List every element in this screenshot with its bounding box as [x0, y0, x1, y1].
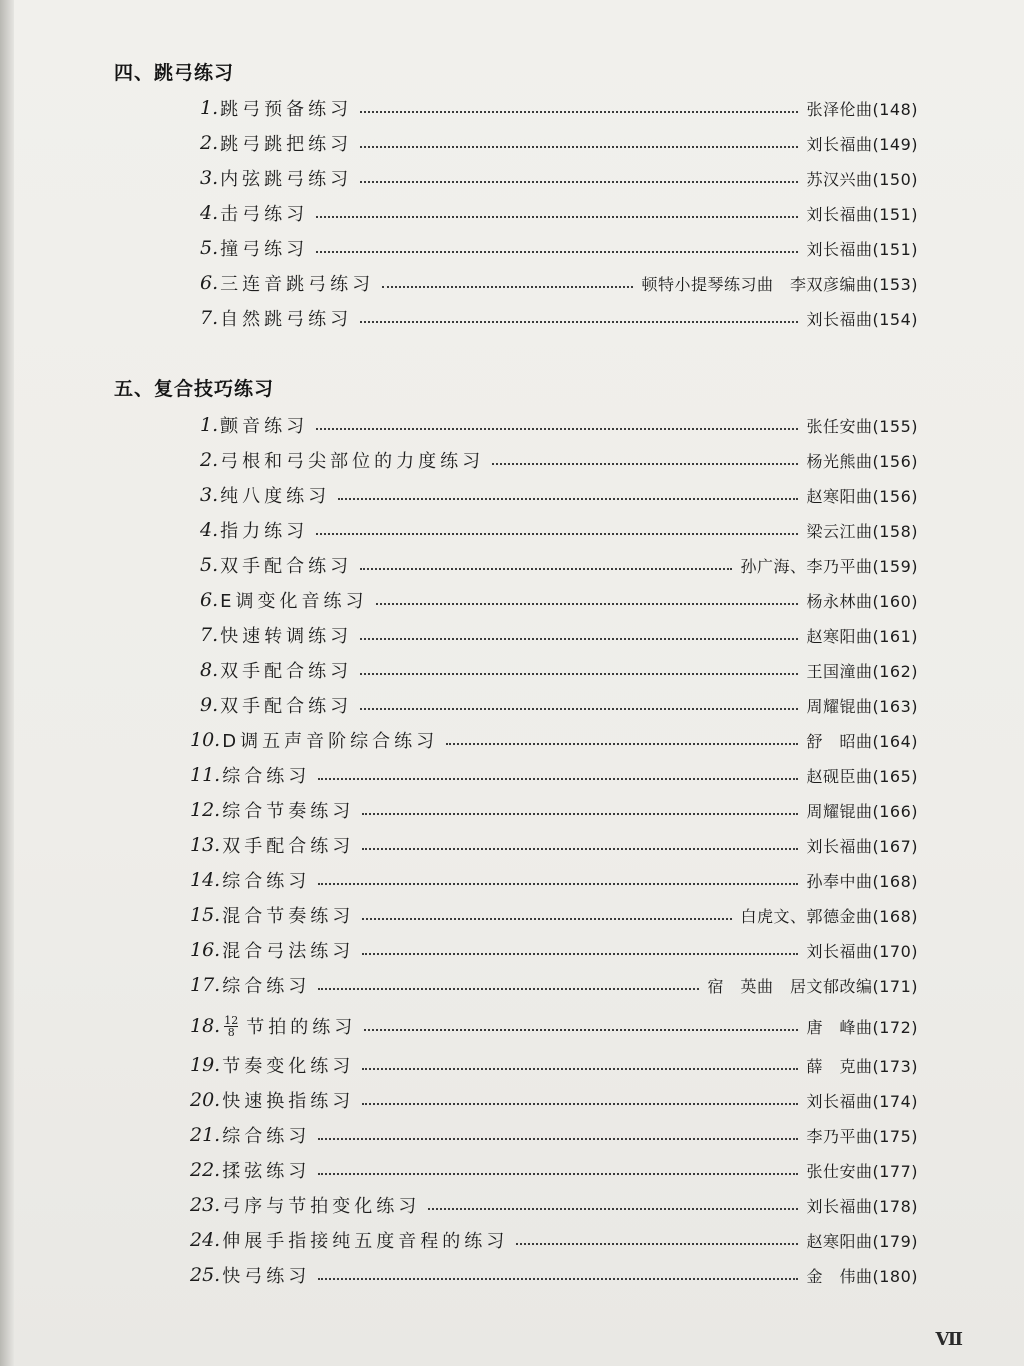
entry-title: 综合练习 — [222, 766, 311, 787]
dot-leader — [318, 778, 798, 780]
dot-leader — [316, 533, 798, 535]
entry-title: E调变化音练习 — [220, 591, 368, 612]
dot-leader — [516, 1243, 798, 1245]
entry-number: 22. — [190, 1159, 221, 1181]
entry-number: 6. — [200, 272, 219, 294]
entry-title: 双手配合练习 — [220, 696, 353, 717]
entry-composer: 赵砚臣曲(165) — [806, 766, 918, 786]
dot-leader — [362, 918, 732, 920]
book-spine-shadow — [0, 0, 14, 1366]
entry-composer: 顿特小提琴练习曲 李双彦编曲(153) — [641, 274, 918, 294]
dot-leader — [362, 813, 798, 815]
entry-composer: 刘长福曲(174) — [806, 1091, 918, 1111]
entry-title: 纯八度练习 — [220, 486, 331, 507]
dot-leader — [360, 708, 798, 710]
toc-entry — [200, 656, 918, 684]
entry-number: 25. — [190, 1264, 221, 1286]
dot-leader — [318, 1278, 798, 1280]
entry-title: 伸展手指接纯五度音程的练习 — [222, 1231, 509, 1252]
entry-title: 内弦跳弓练习 — [220, 169, 353, 190]
dot-leader — [318, 883, 798, 885]
entry-number: 3. — [200, 167, 219, 189]
entry-number: 4. — [200, 202, 219, 224]
entry-composer: 周耀锟曲(166) — [806, 801, 918, 821]
entry-number: 14. — [190, 869, 221, 891]
section-heading-compound-technique: 五、复合技巧练习 — [114, 378, 275, 400]
toc-entry — [190, 1156, 918, 1184]
entry-number: 15. — [190, 904, 221, 926]
entry-number: 20. — [190, 1089, 221, 1111]
dot-leader — [318, 1138, 798, 1140]
entry-composer: 赵寒阳曲(161) — [806, 626, 918, 646]
entry-composer: 金 伟曲(180) — [806, 1266, 918, 1286]
entry-title: 双手配合练习 — [222, 836, 355, 857]
dot-leader — [318, 1173, 798, 1175]
entry-title: 揉弦练习 — [222, 1161, 311, 1182]
entry-number: 3. — [200, 484, 219, 506]
toc-entry — [190, 796, 918, 824]
entry-title: 跳弓预备练习 — [220, 99, 353, 120]
fraction-denominator: 8 — [227, 1025, 235, 1039]
dot-leader — [364, 1029, 798, 1031]
entry-composer: 唐 峰曲(172) — [806, 1017, 918, 1037]
toc-entry — [190, 936, 918, 964]
entry-title: 混合弓法练习 — [222, 941, 355, 962]
entry-number: 18. — [190, 1015, 221, 1037]
entry-composer: 王国潼曲(162) — [806, 661, 918, 681]
entry-title: 综合练习 — [222, 1126, 311, 1147]
entry-composer: 张泽伦曲(148) — [806, 99, 918, 119]
entry-composer: 周耀锟曲(163) — [806, 696, 918, 716]
entry-number: 11. — [190, 764, 221, 786]
entry-composer: 杨永林曲(160) — [806, 591, 918, 611]
entry-number: 4. — [200, 519, 219, 541]
dot-leader — [376, 603, 799, 605]
dot-leader — [362, 848, 798, 850]
page-number: Ⅶ — [935, 1329, 964, 1350]
dot-leader — [492, 463, 798, 465]
toc-entry — [190, 1012, 918, 1040]
toc-entry — [200, 691, 918, 719]
entry-number: 21. — [190, 1124, 221, 1146]
entry-title: 综合练习 — [222, 871, 311, 892]
dot-leader — [360, 321, 798, 323]
entry-composer: 刘长福曲(170) — [806, 941, 918, 961]
entry-composer: 苏汉兴曲(150) — [806, 169, 918, 189]
entry-number: 6. — [200, 589, 219, 611]
entry-composer: 舒 昭曲(164) — [806, 731, 918, 751]
entry-composer: 张任安曲(155) — [806, 416, 918, 436]
entry-composer: 杨光熊曲(156) — [806, 451, 918, 471]
dot-leader — [362, 1068, 798, 1070]
entry-title: 弓根和弓尖部位的力度练习 — [220, 451, 485, 472]
toc-entry — [200, 94, 918, 122]
entry-title: 混合节奏练习 — [222, 906, 355, 927]
entry-composer: 赵寒阳曲(156) — [806, 486, 918, 506]
entry-composer: 赵寒阳曲(179) — [806, 1231, 918, 1251]
entry-number: 19. — [190, 1054, 221, 1076]
entry-title: D调五声音阶综合练习 — [222, 731, 439, 752]
fraction-numerator: 12 — [224, 1013, 239, 1027]
toc-entry — [190, 1086, 918, 1114]
dot-leader — [360, 111, 798, 113]
entry-title: 跳弓跳把练习 — [220, 134, 353, 155]
dot-leader — [316, 251, 798, 253]
time-signature-fraction — [224, 1015, 238, 1038]
toc-entry — [190, 1121, 918, 1149]
entry-number: 17. — [190, 974, 221, 996]
toc-entry — [190, 726, 918, 754]
toc-entry — [200, 551, 918, 579]
entry-number: 24. — [190, 1229, 221, 1251]
entry-title: 弓序与节拍变化练习 — [222, 1196, 421, 1217]
entry-number: 10. — [190, 729, 221, 751]
entry-number: 16. — [190, 939, 221, 961]
entry-composer: 白虎文、郭德金曲(168) — [740, 906, 918, 926]
entry-composer: 张仕安曲(177) — [806, 1161, 918, 1181]
entry-composer: 刘长福曲(151) — [806, 204, 918, 224]
entry-title: 双手配合练习 — [220, 661, 353, 682]
entry-composer: 孙广海、李乃平曲(159) — [740, 556, 918, 576]
entry-number: 5. — [200, 554, 219, 576]
entry-title: 颤音练习 — [220, 416, 309, 437]
entry-composer: 刘长福曲(151) — [806, 239, 918, 259]
entry-title: 综合练习 — [222, 976, 311, 997]
entry-title: 自然跳弓练习 — [220, 309, 353, 330]
entry-composer: 刘长福曲(149) — [806, 134, 918, 154]
dot-leader — [362, 953, 798, 955]
toc-entry — [200, 621, 918, 649]
toc-entry — [200, 411, 918, 439]
toc-entry — [190, 761, 918, 789]
entry-composer: 李乃平曲(175) — [806, 1126, 918, 1146]
entry-title: 快速换指练习 — [222, 1091, 355, 1112]
toc-entry — [200, 304, 918, 332]
entry-title: 击弓练习 — [220, 204, 309, 225]
dot-leader — [382, 286, 633, 288]
toc-entry — [190, 1051, 918, 1079]
entry-title: 节拍的练习 — [246, 1017, 357, 1038]
entry-composer: 梁云江曲(158) — [806, 521, 918, 541]
toc-entry — [200, 446, 918, 474]
entry-number: 7. — [200, 307, 219, 329]
entry-number: 1. — [200, 97, 219, 119]
entry-title: 节奏变化练习 — [222, 1056, 355, 1077]
entry-number: 13. — [190, 834, 221, 856]
toc-entry — [200, 481, 918, 509]
dot-leader — [360, 568, 732, 570]
dot-leader — [360, 181, 798, 183]
dot-leader — [316, 428, 798, 430]
entry-composer: 薛 克曲(173) — [806, 1056, 918, 1076]
entry-title: 指力练习 — [220, 521, 309, 542]
entry-number: 9. — [200, 694, 219, 716]
entry-composer: 刘长福曲(178) — [806, 1196, 918, 1216]
dot-leader — [360, 673, 798, 675]
book-page — [14, 0, 1024, 1366]
entry-number: 2. — [200, 132, 219, 154]
toc-entry — [200, 164, 918, 192]
entry-composer: 孙奉中曲(168) — [806, 871, 918, 891]
toc-entry — [190, 1226, 918, 1254]
entry-number: 2. — [200, 449, 219, 471]
entry-title: 撞弓练习 — [220, 239, 309, 260]
toc-entry — [190, 831, 918, 859]
toc-entry — [200, 129, 918, 157]
entry-number: 8. — [200, 659, 219, 681]
toc-entry — [190, 901, 918, 929]
dot-leader — [338, 498, 798, 500]
dot-leader — [318, 988, 699, 990]
entry-title: 快速转调练习 — [220, 626, 353, 647]
section-heading-jump-bow: 四、跳弓练习 — [114, 62, 235, 84]
entry-number: 1. — [200, 414, 219, 436]
toc-entry — [200, 586, 918, 614]
entry-number: 7. — [200, 624, 219, 646]
dot-leader — [428, 1208, 798, 1210]
dot-leader — [316, 216, 798, 218]
entry-composer: 刘长福曲(154) — [806, 309, 918, 329]
toc-entry — [200, 234, 918, 262]
toc-entry — [190, 1191, 918, 1219]
toc-entry — [190, 971, 918, 999]
toc-entry — [200, 516, 918, 544]
entry-composer: 宿 英曲 居文郁改编(171) — [707, 976, 918, 996]
entry-number: 5. — [200, 237, 219, 259]
entry-title: 综合节奏练习 — [222, 801, 355, 822]
dot-leader — [362, 1103, 798, 1105]
dot-leader — [360, 146, 798, 148]
toc-entry — [190, 866, 918, 894]
entry-title: 三连音跳弓练习 — [220, 274, 375, 295]
dot-leader — [446, 743, 798, 745]
toc-entry — [190, 1261, 918, 1289]
entry-number: 12. — [190, 799, 221, 821]
entry-title: 快弓练习 — [222, 1266, 311, 1287]
toc-entry — [200, 199, 918, 227]
toc-entry — [200, 269, 918, 297]
entry-title: 双手配合练习 — [220, 556, 353, 577]
entry-composer: 刘长福曲(167) — [806, 836, 918, 856]
dot-leader — [360, 638, 798, 640]
entry-number: 23. — [190, 1194, 221, 1216]
